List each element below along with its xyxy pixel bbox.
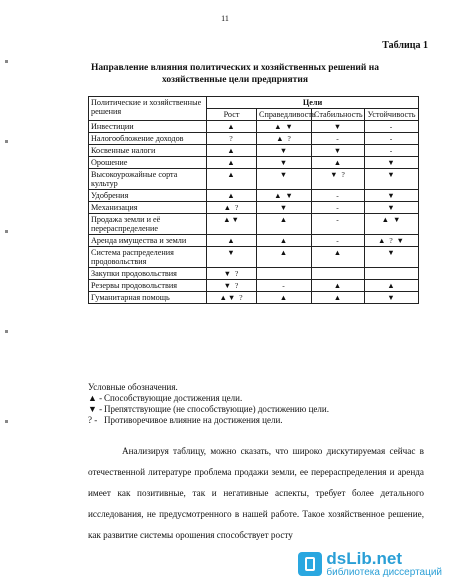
influence-cell: ▲	[257, 235, 312, 247]
influence-cell: ▼	[312, 121, 365, 133]
influence-cell: ▲	[207, 121, 257, 133]
row-label: Аренда имущества и земли	[89, 235, 207, 247]
influence-cell: ▲ ▼	[257, 190, 312, 202]
influence-cell: ▲	[207, 169, 257, 190]
table-title: Направление влияния политических и хозяйственных решений на хозяйственные цели предприятия	[91, 63, 379, 85]
table-row	[89, 133, 419, 145]
influence-cell: ▲ ▼	[257, 121, 312, 133]
influence-cell: -	[365, 133, 419, 145]
influence-cell: ▲ ?	[207, 202, 257, 214]
row-label: Высокоурожайные сорта культур	[89, 169, 207, 190]
dslib-logo-icon	[298, 552, 322, 576]
influence-cell: ▼	[312, 145, 365, 157]
influence-cell: ▼	[365, 169, 419, 190]
column-header: Устойчивость	[365, 109, 419, 121]
legend-symbol: ▲ -	[88, 393, 103, 403]
row-label: Резервы продовольствия	[89, 280, 207, 292]
table-row	[89, 247, 419, 268]
influence-cell: ▲	[257, 292, 312, 304]
row-label: Гуманитарная помощь	[89, 292, 207, 304]
influence-cell: ▲	[312, 292, 365, 304]
influence-cell: ▲ ▼	[365, 214, 419, 235]
table-row	[89, 145, 419, 157]
row-label: Инвестиции	[89, 121, 207, 133]
table-row	[89, 214, 419, 235]
row-label: Закупки продовольствия	[89, 268, 207, 280]
row-label: Косвенные налоги	[89, 145, 207, 157]
influence-cell: -	[312, 235, 365, 247]
column-header: Рост	[207, 109, 257, 121]
influence-cell: ▼	[365, 202, 419, 214]
watermark[interactable]	[298, 550, 442, 578]
row-label: Удобрения	[89, 190, 207, 202]
legend-text: Противоречивое влияние на достижения цели.	[104, 415, 283, 425]
influence-cell: ▼	[365, 247, 419, 268]
table-row	[89, 292, 419, 304]
influence-cell: ?	[207, 133, 257, 145]
table-row	[89, 121, 419, 133]
influence-cell: ▼	[257, 157, 312, 169]
influence-cell: -	[365, 121, 419, 133]
legend	[88, 382, 329, 426]
influence-cell: ▲▼ ?	[207, 292, 257, 304]
influence-cell: ▲	[207, 145, 257, 157]
legend-item	[88, 393, 329, 404]
influence-cell: ▼	[257, 169, 312, 190]
influence-cell	[365, 268, 419, 280]
influence-cell: ▼	[207, 247, 257, 268]
influence-cell: ▲ ?	[257, 133, 312, 145]
legend-text: Препятствующие (не способствующие) достижению цели.	[104, 404, 329, 414]
influence-cell: -	[312, 133, 365, 145]
influence-cell: -	[312, 214, 365, 235]
influence-cell	[312, 268, 365, 280]
influence-cell: ▼ ?	[312, 169, 365, 190]
legend-item	[88, 404, 329, 415]
row-label: Продажа земли и её перераспределение	[89, 214, 207, 235]
influence-cell: ▼	[257, 145, 312, 157]
row-label: Налогообложение доходов	[89, 133, 207, 145]
influence-cell: ▲	[312, 247, 365, 268]
group-header: Цели	[207, 97, 419, 109]
influence-cell: ▲▼	[207, 214, 257, 235]
watermark-name: dsLib.net	[326, 549, 402, 568]
body-paragraph: Анализируя таблицу, можно сказать, что широко дискутируемая сейчас в отечественной литературе проблема продажи земли, ее перераспределения и аренда имеет как позитивные, так и негативные аспекты, требует более детального исследования, не предусмотренного в нашей работе. Такое хозяйственное решение, как развитие системы орошения способствует росту	[88, 446, 424, 540]
influence-cell: ▲	[365, 280, 419, 292]
influence-cell: -	[365, 145, 419, 157]
page-number: 11	[221, 14, 229, 23]
influence-cell: ▼	[257, 202, 312, 214]
table-row	[89, 157, 419, 169]
influence-table	[88, 96, 419, 304]
influence-cell: ▼ ?	[207, 268, 257, 280]
influence-cell: -	[312, 190, 365, 202]
influence-cell: ▼	[365, 190, 419, 202]
legend-text: Способствующие достижения цели.	[104, 393, 243, 403]
table-label: Таблица 1	[382, 40, 428, 51]
row-header: Политические и хозяйственные решения	[89, 97, 207, 121]
influence-cell: ▼	[365, 292, 419, 304]
influence-cell: ▲	[257, 214, 312, 235]
influence-cell: ▲	[207, 190, 257, 202]
influence-cell: ▲	[207, 157, 257, 169]
legend-item	[88, 415, 329, 426]
scan-margin-marks	[5, 0, 11, 582]
table-row	[89, 169, 419, 190]
influence-cell: ▲ ? ▼	[365, 235, 419, 247]
row-label: Система распределения продовольствия	[89, 247, 207, 268]
table-row	[89, 190, 419, 202]
influence-cell: -	[257, 280, 312, 292]
influence-cell: -	[312, 202, 365, 214]
table-body	[89, 121, 419, 304]
row-label: Механизация	[89, 202, 207, 214]
influence-cell: ▲	[207, 235, 257, 247]
table-row	[89, 268, 419, 280]
watermark-subtitle: библиотека диссертаций	[326, 567, 442, 578]
influence-cell: ▼	[365, 157, 419, 169]
legend-symbol: ? -	[88, 415, 98, 425]
influence-cell	[257, 268, 312, 280]
legend-symbol: ▼ -	[88, 404, 103, 414]
influence-cell: ▲	[312, 157, 365, 169]
legend-title: Условные обозначения.	[88, 382, 178, 392]
influence-cell: ▲	[257, 247, 312, 268]
column-header: Справедливость	[257, 109, 312, 121]
table-row	[89, 280, 419, 292]
table-row	[89, 202, 419, 214]
row-label: Орошение	[89, 157, 207, 169]
column-header: Стабильность	[312, 109, 365, 121]
influence-cell: ▲	[312, 280, 365, 292]
table-row	[89, 235, 419, 247]
influence-cell: ▼ ?	[207, 280, 257, 292]
